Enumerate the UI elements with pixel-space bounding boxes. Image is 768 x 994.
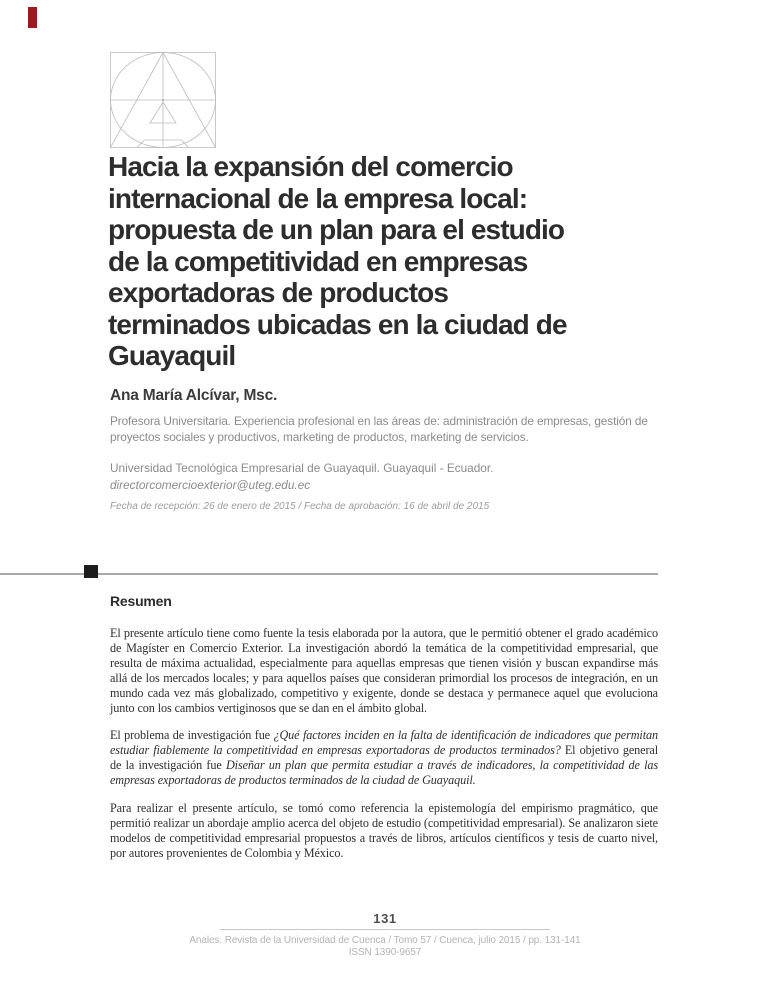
title-line: terminados ubicadas en la ciudad de — [108, 308, 567, 340]
abstract-paragraph-1: El presente artículo tiene como fuente la tesis elaborada por la autora, que le permitió obtener el grado académico de Magíster en Comercio Exterior. La investigación abordó la temática de la competitividad empresarial, que resulta de máxima actualidad, especialmente para aquellas empresas que tienen visión y buscan expandirse más allá de los mercados locales; y para aquellos países que consideran primordial los procesos de integración, en un mundo cada vez más globalizado, competitivo y exigente, donde se destaca y permanece aquel que evoluciona junto con los cambios vertiginosos que se dan en el ámbito global. — [110, 626, 658, 715]
logo-center-dot — [162, 99, 164, 101]
author-name: Ana María Alcívar, Msc. — [110, 387, 278, 404]
section-divider-rule — [0, 573, 658, 575]
issn-line: ISSN 1390-9657 — [348, 947, 422, 958]
title-line: exportadoras de productos — [108, 277, 449, 308]
title-line: Hacia la expansión del comercio — [108, 151, 513, 182]
paragraph-segment-italic: ¿Qué factores inciden en la falta de identificación de indicadores que permitan estudiar fiablemente la competitividad en empresas exportadoras de productos terminados? — [110, 728, 658, 758]
abstract-paragraph-3: Para realizar el presente artículo, se tomó como referencia la epistemología del empirismo pragmático, que permitió realizar un abordaje amplio acerca del objeto de estudio (competitividad empresarial). Se analizaron siete modelos de competitividad empresarial propuestos a través de libros, artículos científicos y tesis de cuarto nivel, por autores provenientes de Colombia y México. — [110, 801, 658, 860]
footer-rule — [220, 929, 550, 930]
article-title — [108, 151, 567, 372]
author-bio: Profesora Universitaria. Experiencia profesional en las áreas de: administración de empresas, gestión de proyectos sociales y productivos, marketing de productos, marketing de servicios. — [110, 414, 648, 444]
page-footer — [110, 911, 660, 959]
abstract-paragraph-2 — [110, 728, 658, 788]
paragraph-segment: El problema de investigación fue — [110, 728, 274, 743]
title-line: propuesta de un plan para el estudio — [108, 214, 565, 245]
journal-citation: Anales. Revista de la Universidad de Cuenca / Tomo 57 / Cuenca, julio 2015 / pp. 131-141 — [189, 935, 581, 946]
paragraph-segment: El objetivo general de la investigación fue — [110, 743, 658, 773]
title-line: internacional de la empresa local: — [108, 182, 528, 214]
paragraph-segment-italic: Diseñar un plan que permita estudiar a través de indicadores, la competitividad de las empresas exportadoras de productos terminados de la ciudad de Guayaquil. — [110, 758, 658, 788]
page-number: 131 — [373, 911, 397, 926]
divider-square-marker — [84, 565, 98, 578]
reception-approval-dates: Fecha de recepción: 26 de enero de 2015 / Fecha de aprobación: 16 de abril de 2015 — [110, 501, 490, 512]
abstract-section — [110, 593, 658, 874]
title-line: de la competitividad en empresas — [108, 245, 528, 277]
red-edge-mark — [28, 7, 37, 28]
author-email: directorcomercioexterior@uteg.edu.ec — [110, 478, 311, 492]
affiliation-block — [110, 461, 662, 513]
geometric-construction-logo-icon — [110, 52, 216, 148]
affiliation: Universidad Tecnológica Empresarial de Guayaquil. Guayaquil - Ecuador. — [110, 461, 494, 475]
abstract-heading: Resumen — [110, 593, 172, 609]
title-line: Guayaquil — [108, 340, 236, 371]
